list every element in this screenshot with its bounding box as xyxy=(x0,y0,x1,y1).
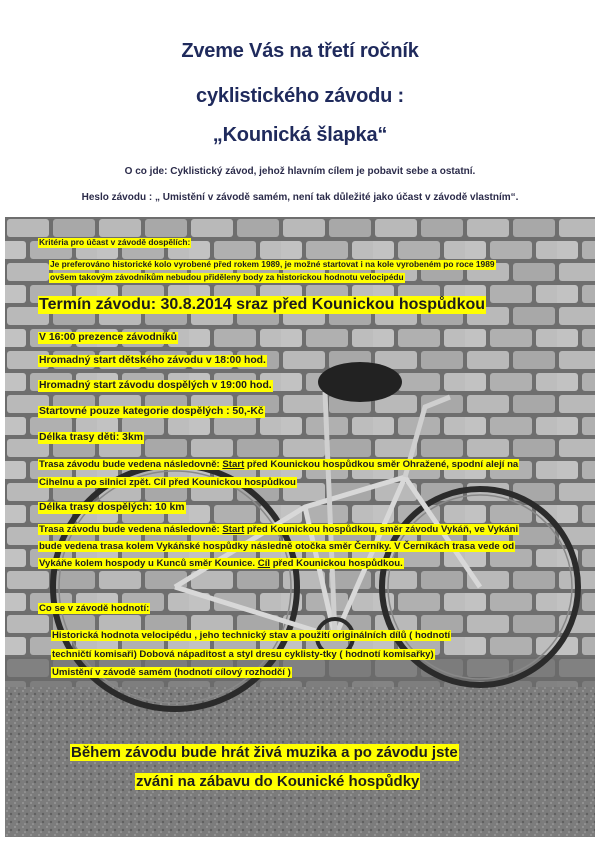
about-text: O co jde: Cyklistický závod, jehož hlavním cílem je pobavit sebe a ostatní. xyxy=(124,166,476,177)
kids-route-line-1 xyxy=(38,459,519,470)
adult-route-start-word: Start xyxy=(222,524,245,535)
evaluation-line-3: Umistění v závodě samém (hodnotí cílový rozhodčí ) xyxy=(52,667,291,678)
evaluation-line-1: Historická hodnota velocipédu , jeho technický stav a použití originálních dílů ( hodnotí xyxy=(52,630,451,641)
kids-start-time: Hromadný start dětského závodu v 18:00 hod. xyxy=(39,355,266,366)
kids-route-start-word: Start xyxy=(222,459,245,470)
event-date: Termín závodu: 30.8.2014 sraz před Kounickou hospůdkou xyxy=(39,296,486,313)
registration-time: V 16:00 prezence závodníků xyxy=(39,332,178,343)
kids-route-line-2: Cihelnu a po silnici zpět. Cíl před Kounickou hospůdkou xyxy=(39,477,296,488)
motto-text: Heslo závodu : „ Umistění v závodě samém, není tak důležité jako účast v závodě vlastním“. xyxy=(81,192,519,203)
adult-route-line-1 xyxy=(38,524,519,535)
adult-route-prefix: Trasa závodu bude vedena následovně: xyxy=(39,524,223,535)
footer-line-2: zváni na zábavu do Kounické hospůdky xyxy=(136,773,420,790)
adult-route-rest: před Kounickou hospůdkou, směr závodu Vykáň, ve Vykáni xyxy=(244,524,519,535)
criteria-heading: Kritéria pro účast v závodě dospělích: xyxy=(39,237,191,247)
adult-route-cil-word: Cíl xyxy=(257,558,271,569)
criteria-line-2: ovšem takovým závodníkům nebudou přiděleny body za historickou hodnotu velocipédu xyxy=(50,272,404,282)
adult-start-time: Hromadný start závodu dospělých v 19:00 hod. xyxy=(39,380,272,391)
title-line-2: cyklistického závodu : xyxy=(196,85,404,107)
evaluation-heading: Co se v závodě hodnotí: xyxy=(39,603,150,614)
kids-route-rest: před Kounickou hospůdkou směr Ohražené, spodní alejí na xyxy=(244,459,519,470)
adult-route-line3-pre: Vykáňe kolem hospody u Kunců směr Kounice. xyxy=(39,558,258,569)
title-line-1: Zveme Vás na třetí ročník xyxy=(181,40,419,62)
kids-route-prefix: Trasa závodu bude vedena následovně: xyxy=(39,459,223,470)
adult-route-length: Délka trasy dospělých: 10 km xyxy=(39,502,185,513)
kids-route-length: Délka trasy děti: 3km xyxy=(39,432,143,443)
adult-route-line3-post: před Kounickou hospůdkou. xyxy=(270,558,403,569)
evaluation-line-2: techničtí komisaři) Dobová nápaditost a styl dresu cyklisty-tky ( hodnotí komisařky) xyxy=(52,649,434,660)
footer-line-1: Během závodu bude hrát živá muzika a po závodu jste xyxy=(71,744,458,761)
entry-fee: Startovné pouze kategorie dospělých : 50,-Kč xyxy=(39,406,264,417)
adult-route-line-3 xyxy=(38,558,404,569)
title-line-3: „Kounická šlapka“ xyxy=(212,124,388,146)
criteria-line-1: Je preferováno historické kolo vyrobené před rokem 1989, je možné startovat i na kole vyrobeném po roce 1989 xyxy=(50,259,495,269)
adult-route-line-2: bude vedena trasa kolem Vykáňské hospůdky následně otočka směr Černíky. V Černíkách trasa vede od xyxy=(39,541,515,552)
